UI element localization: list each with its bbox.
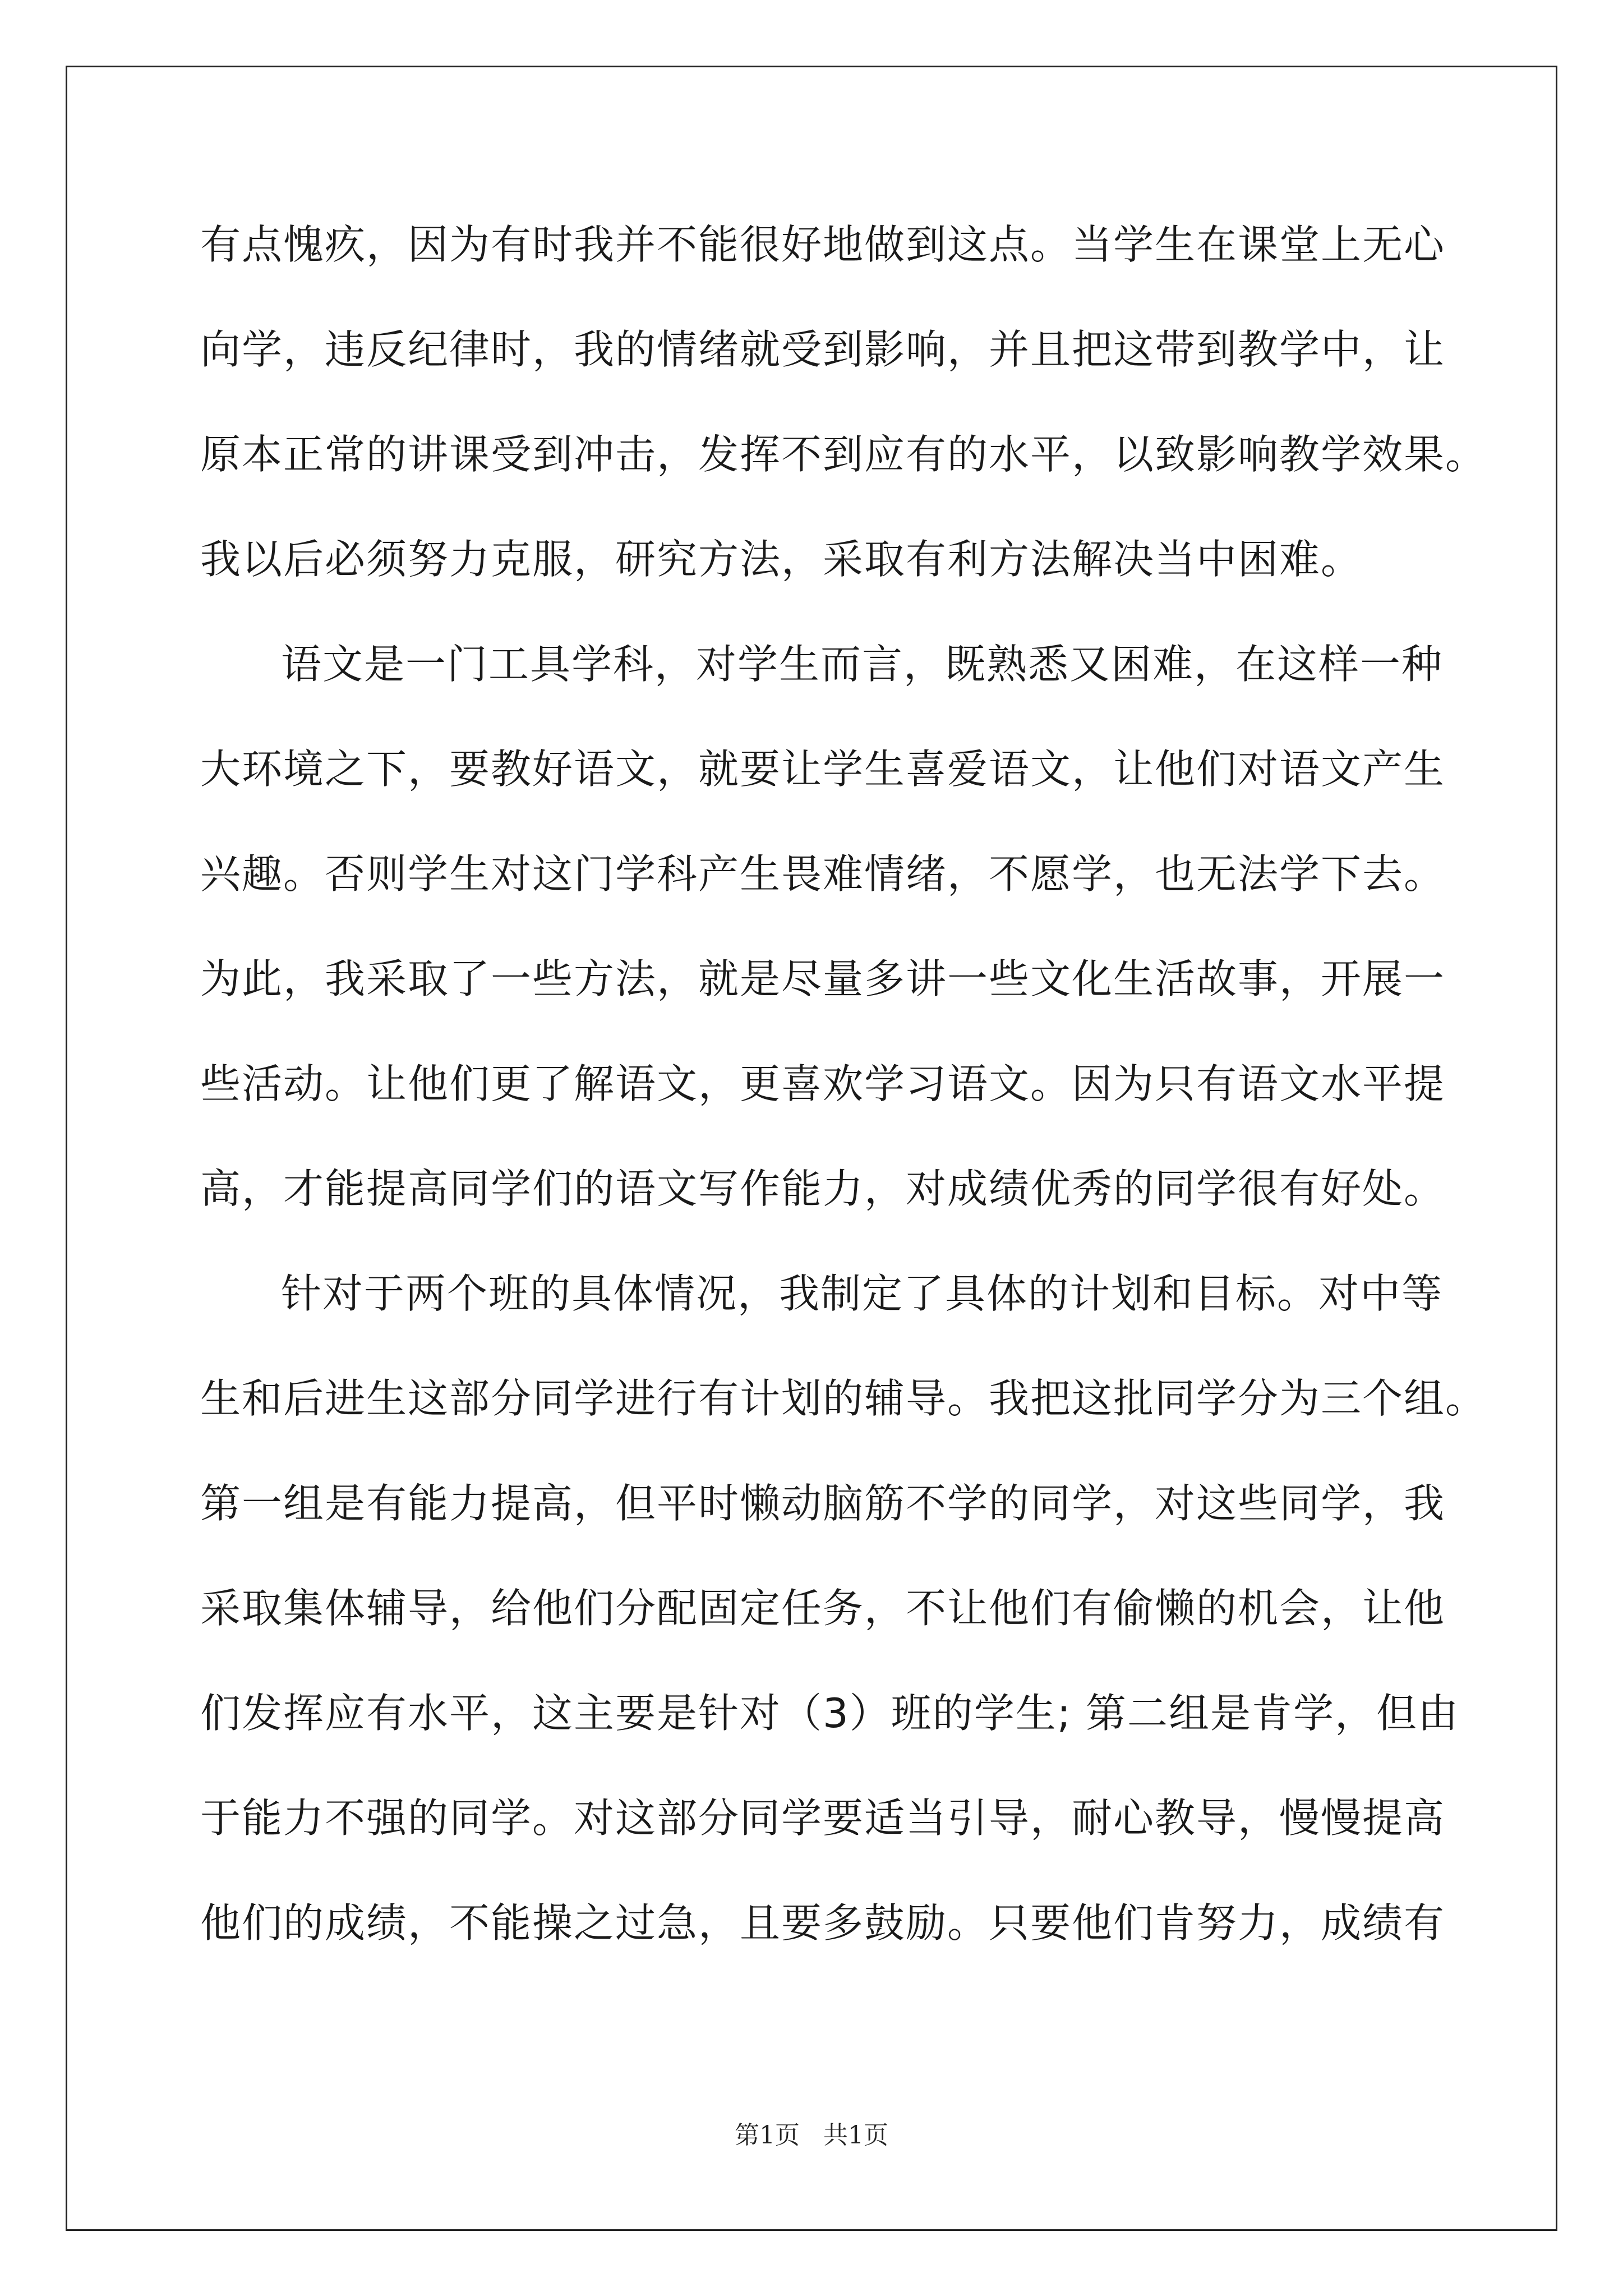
text-line: 向学，违反纪律时，我的情绪就受到影响，并且把这带到教学中，让	[200, 326, 1446, 373]
text-line: 为此，我采取了一些方法，就是尽量多讲一些文化生活故事，开展一	[200, 955, 1446, 1002]
text-line: 些活动。让他们更了解语文，更喜欢学习语文。因为只有语文水平提	[200, 1060, 1446, 1107]
text-line: 第一组是有能力提高，但平时懒动脑筋不学的同学，对这些同学，我	[200, 1480, 1446, 1527]
text-line: 生和后进生这部分同学进行有计划的辅导。我把这批同学分为三个组。	[200, 1375, 1487, 1422]
text-line: 有点愧疚，因为有时我并不能很好地做到这点。当学生在课堂上无心	[200, 221, 1446, 268]
text-line: 我以后必须努力克服，研究方法，采取有利方法解决当中困难。	[200, 536, 1363, 583]
document-body	[200, 217, 1490, 2000]
page-number-footer: 第1页 共1页	[735, 2121, 888, 2150]
text-line: 兴趣。否则学生对这门学科产生畏难情绪，不愿学，也无法学下去。	[200, 850, 1446, 898]
text-line: 们发挥应有水平，这主要是针对（3）班的学生; 第二组是肯学，但由	[200, 1690, 1459, 1737]
paragraph-first-line: 语文是一门工具学科，对学生而言，既熟悉又困难，在这样一种	[281, 641, 1444, 688]
text-line: 于能力不强的同学。对这部分同学要适当引导，耐心教导，慢慢提高	[200, 1795, 1446, 1842]
text-line: 原本正常的讲课受到冲击，发挥不到应有的水平，以致影响教学效果。	[200, 431, 1487, 478]
text-line: 采取集体辅导，给他们分配固定任务，不让他们有偷懒的机会，让他	[200, 1585, 1446, 1632]
text-line: 大环境之下，要教好语文，就要让学生喜爱语文，让他们对语文产生	[200, 746, 1446, 793]
text-line: 高，才能提高同学们的语文写作能力，对成绩优秀的同学很有好处。	[200, 1165, 1446, 1212]
text-line: 他们的成绩，不能操之过急，且要多鼓励。只要他们肯努力，成绩有	[200, 1899, 1446, 1947]
paragraph-first-line: 针对于两个班的具体情况，我制定了具体的计划和目标。对中等	[281, 1270, 1444, 1317]
